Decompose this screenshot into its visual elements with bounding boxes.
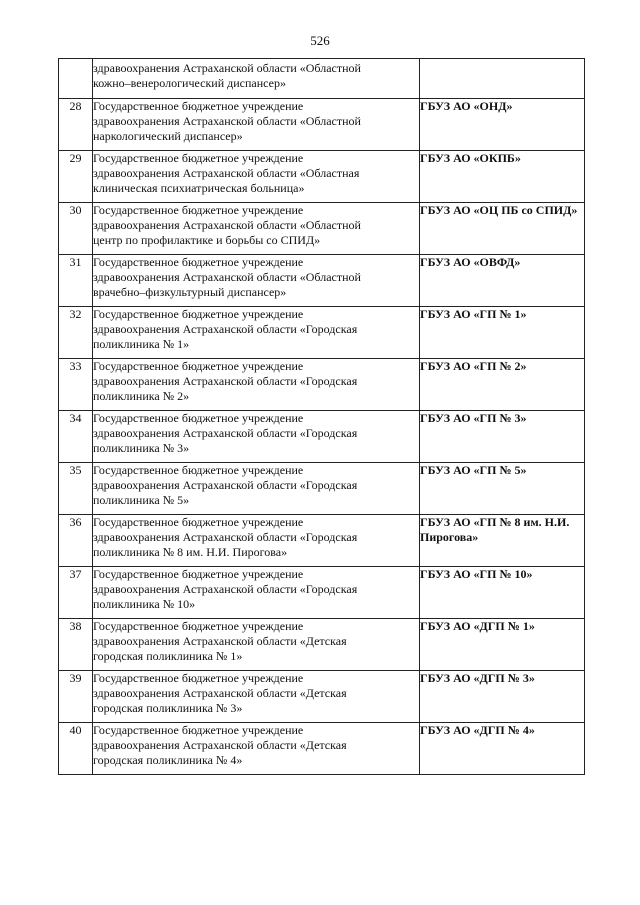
institution-abbreviation	[420, 411, 585, 463]
institution-name-text: Государственное бюджетное учреждение здравоохранения Астраханской области «Городская поликлиника № 8 им. Н.И. Пирогова»	[93, 515, 358, 559]
table-row	[59, 359, 585, 411]
institution-name	[93, 59, 420, 99]
row-number: 39	[59, 671, 93, 723]
institution-name-text: Государственное бюджетное учреждение здравоохранения Астраханской области «Областная клиническая психиатрическая больница»	[93, 151, 360, 195]
institution-name	[93, 463, 420, 515]
table-row	[59, 567, 585, 619]
institution-abbreviation-text: ГБУЗ АО «ГП № 3»	[420, 411, 527, 425]
institution-abbreviation	[420, 255, 585, 307]
institution-abbreviation-text: ГБУЗ АО «ОНД»	[420, 99, 513, 113]
table-row	[59, 619, 585, 671]
table-row	[59, 255, 585, 307]
table-row	[59, 203, 585, 255]
table-row	[59, 307, 585, 359]
institution-name-text: Государственное бюджетное учреждение здравоохранения Астраханской области «Областной наркологический диспансер»	[93, 99, 361, 143]
institution-name-text: Государственное бюджетное учреждение здравоохранения Астраханской области «Городская поликлиника № 2»	[93, 359, 358, 403]
institution-abbreviation-text: ГБУЗ АО «ГП № 2»	[420, 359, 527, 373]
row-number: 35	[59, 463, 93, 515]
institution-name	[93, 255, 420, 307]
institution-name	[93, 671, 420, 723]
institution-name-text: Государственное бюджетное учреждение здравоохранения Астраханской области «Детская городская поликлиника № 3»	[93, 671, 347, 715]
table-row	[59, 411, 585, 463]
institution-abbreviation-text: ГБУЗ АО «ДГП № 4»	[420, 723, 535, 737]
table-row	[59, 515, 585, 567]
page-number: 526	[310, 33, 330, 48]
institutions-table	[58, 58, 585, 775]
row-number: 37	[59, 567, 93, 619]
institution-abbreviation	[420, 463, 585, 515]
institution-name	[93, 567, 420, 619]
institution-abbreviation-text: ГБУЗ АО «ДГП № 3»	[420, 671, 535, 685]
institution-abbreviation	[420, 359, 585, 411]
institution-abbreviation	[420, 151, 585, 203]
institution-abbreviation	[420, 307, 585, 359]
table-row	[59, 671, 585, 723]
row-number: 38	[59, 619, 93, 671]
institution-name	[93, 151, 420, 203]
institution-abbreviation-text: ГБУЗ АО «ОКПБ»	[420, 151, 521, 165]
institution-abbreviation-text: ГБУЗ АО «ГП № 8 им. Н.И. Пирогова»	[420, 515, 570, 544]
institution-abbreviation-text: ГБУЗ АО «ОВФД»	[420, 255, 521, 269]
institution-abbreviation	[420, 619, 585, 671]
table-row	[59, 99, 585, 151]
row-number: 30	[59, 203, 93, 255]
institution-name	[93, 619, 420, 671]
institution-abbreviation-text: ГБУЗ АО «ГП № 5»	[420, 463, 527, 477]
institution-abbreviation	[420, 99, 585, 151]
institution-name-text: Государственное бюджетное учреждение здравоохранения Астраханской области «Городская поликлиника № 3»	[93, 411, 358, 455]
institution-name	[93, 99, 420, 151]
institution-abbreviation-text: ГБУЗ АО «ГП № 10»	[420, 567, 533, 581]
table-row	[59, 151, 585, 203]
row-number: 32	[59, 307, 93, 359]
table-row	[59, 59, 585, 99]
institution-abbreviation-text: ГБУЗ АО «ДГП № 1»	[420, 619, 535, 633]
institution-name	[93, 411, 420, 463]
row-number: 28	[59, 99, 93, 151]
institution-name-text: Государственное бюджетное учреждение здравоохранения Астраханской области «Областной центр по профилактике и борьбы со СПИД»	[93, 203, 361, 247]
institution-name-text: Государственное бюджетное учреждение здравоохранения Астраханской области «Городская поликлиника № 1»	[93, 307, 358, 351]
institution-name-text: Государственное бюджетное учреждение здравоохранения Астраханской области «Городская поликлиника № 10»	[93, 567, 358, 611]
row-number: 40	[59, 723, 93, 775]
institution-abbreviation-text: ГБУЗ АО «ГП № 1»	[420, 307, 527, 321]
institution-abbreviation	[420, 515, 585, 567]
row-number: 31	[59, 255, 93, 307]
table-row	[59, 463, 585, 515]
institution-name	[93, 203, 420, 255]
institution-abbreviation	[420, 567, 585, 619]
row-number: 33	[59, 359, 93, 411]
institution-name	[93, 515, 420, 567]
row-number: 29	[59, 151, 93, 203]
institution-name	[93, 359, 420, 411]
table-row	[59, 723, 585, 775]
row-number	[59, 59, 93, 99]
institution-abbreviation	[420, 59, 585, 99]
institution-abbreviation	[420, 203, 585, 255]
institution-name-text: Государственное бюджетное учреждение здравоохранения Астраханской области «Городская поликлиника № 5»	[93, 463, 358, 507]
institution-name	[93, 723, 420, 775]
row-number: 36	[59, 515, 93, 567]
institution-abbreviation	[420, 671, 585, 723]
institution-name	[93, 307, 420, 359]
institution-abbreviation-text: ГБУЗ АО «ОЦ ПБ со СПИД»	[420, 203, 578, 217]
institution-name-text: Государственное бюджетное учреждение здравоохранения Астраханской области «Детская городская поликлиника № 1»	[93, 619, 347, 663]
institution-name-text: Государственное бюджетное учреждение здравоохранения Астраханской области «Областной врачебно–физкультурный диспансер»	[93, 255, 361, 299]
institution-abbreviation	[420, 723, 585, 775]
institution-name-text: Государственное бюджетное учреждение здравоохранения Астраханской области «Детская городская поликлиника № 4»	[93, 723, 347, 767]
row-number: 34	[59, 411, 93, 463]
institution-name-text: здравоохранения Астраханской области «Областной кожно–венерологический диспансер»	[93, 61, 361, 90]
